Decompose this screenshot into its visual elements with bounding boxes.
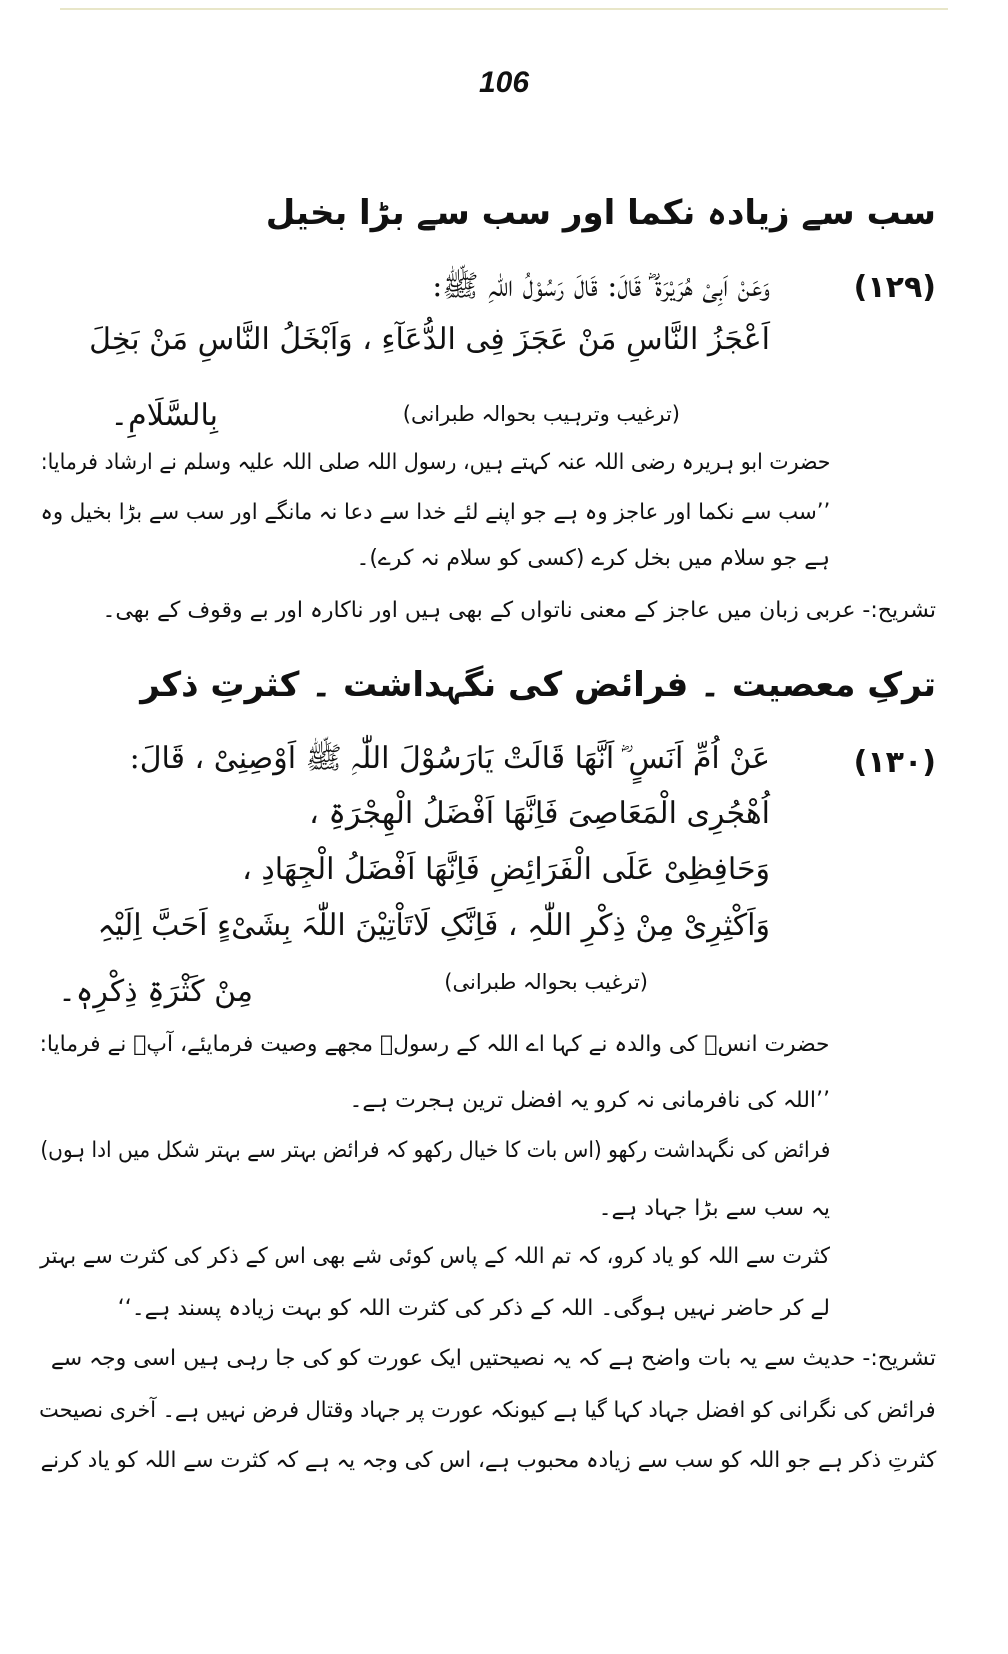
arabic-line: اَعْجَزُ النَّاسِ مَنْ عَجَزَ فِی الدُّعَآءِ ، وَاَبْخَلُ النَّاسِ مَنْ بَخِلَ	[89, 322, 770, 357]
arabic-line: اُھْجُرِی الْمَعَاصِیَ فَاِنَّھَا اَفْضَلُ الْھِجْرَۃِ ،	[309, 796, 770, 831]
urdu-line: تشریح:- عربی زبان میں عاجز کے معنی ناتواں کے بھی ہیں اور ناکارہ اور بے وقوف کے بھی۔	[102, 598, 936, 623]
urdu-line: تشریح:- حدیث سے یہ بات واضح ہے کہ یہ نصیحتیں ایک عورت کو کی جا رہی ہیں اسی وجہ سے	[50, 1346, 936, 1371]
hadith-number-129: (۱۲۹)	[853, 270, 936, 305]
urdu-line: کثرت سے اللہ کو یاد کرو، کہ تم اللہ کے پاس کوئی شے بھی اس کے ذکر کی کثرت سے بہتر	[40, 1244, 830, 1269]
urdu-line: حضرت انسؓ کی والدہ نے کہا اے اللہ کے رسولؐ مجھے وصیت فرمایئے، آپؐ نے فرمایا:	[40, 1032, 830, 1057]
urdu-line: ’’سب سے نکما اور عاجز وہ ہے جو اپنے لئے خدا سے دعا نہ مانگے اور سب سے بڑا بخیل وہ	[40, 500, 830, 525]
page-number: 106	[478, 66, 530, 99]
section2-heading: ترکِ معصیت ۔ فرائض کی نگہداشت ۔ کثرتِ ذکر	[140, 665, 936, 705]
urdu-line: ہے جو سلام میں بخل کرے (کسی کو سلام نہ کرے)۔	[356, 546, 830, 571]
arabic-line: عَنْ اُمِّ اَنَسٍ ؓ اَنَّھَا قَالَتْ یَارَسُوْلَ اللّٰہِ ﷺ اَوْصِنِیْ ، قَالَ:	[129, 741, 770, 776]
reference: (ترغیب وترہیب بحوالہ طبرانی)	[402, 402, 680, 426]
urdu-line: یہ سب سے بڑا جہاد ہے۔	[598, 1196, 830, 1221]
arabic-line: وَعَنْ اَبِیْ ھُرَیْرَۃَ ؓ قَالَ: قَالَ رَسُوْلُ اللّٰہِ ﷺ:	[432, 269, 770, 304]
urdu-line: فرائض کی نگہداشت رکھو (اس بات کا خیال رکھو کہ فرائض بہتر سے بہتر شکل میں ادا ہوں)	[39, 1138, 830, 1163]
arabic-line: مِنْ کَثْرَۃِ ذِکْرِہٖ۔	[58, 974, 253, 1009]
urdu-line: لے کر حاضر نہیں ہوگی۔ اللہ کے ذکر کی کثرت اللہ کو بہت زیادہ پسند ہے۔‘‘	[117, 1296, 830, 1321]
arabic-line: وَحَافِظِیْ عَلَی الْفَرَائِضِ فَاِنَّھَا اَفْضَلُ الْجِھَادِ ،	[242, 852, 770, 887]
arabic-line: بِالسَّلَامِ۔	[110, 398, 218, 433]
urdu-line: ’’اللہ کی نافرمانی نہ کرو یہ افضل ترین ہجرت ہے۔	[349, 1088, 830, 1113]
section1-heading: سب سے زیادہ نکما اور سب سے بڑا بخیل	[265, 193, 936, 233]
top-rule	[60, 8, 948, 10]
urdu-line: فرائض کی نگرانی کو افضل جہاد کہا گیا ہے کیونکہ عورت پر جہاد وقتال فرض نہیں ہے۔ آخری نصیحت	[39, 1398, 936, 1423]
hadith-number-130: (۱۳۰)	[853, 745, 936, 780]
urdu-line: کثرتِ ذکر ہے جو اللہ کو سب سے زیادہ محبوب ہے، اس کی وجہ یہ ہے کہ کثرت سے اللہ کو یاد کرنے	[40, 1448, 936, 1473]
arabic-line: وَاَکْثِرِیْ مِنْ ذِکْرِ اللّٰہِ ، فَاِنَّکِ لَاتَاْتِیْنَ اللّٰہَ بِشَیْءٍ اَحَبَّ اِلَیْہِ	[97, 908, 770, 943]
reference: (ترغیب بحوالہ طبرانی)	[444, 970, 648, 994]
urdu-line: حضرت ابو ہریرہ رضی اللہ عنہ کہتے ہیں، رسول اللہ صلی اللہ علیہ وسلم نے ارشاد فرمایا:	[40, 450, 830, 475]
